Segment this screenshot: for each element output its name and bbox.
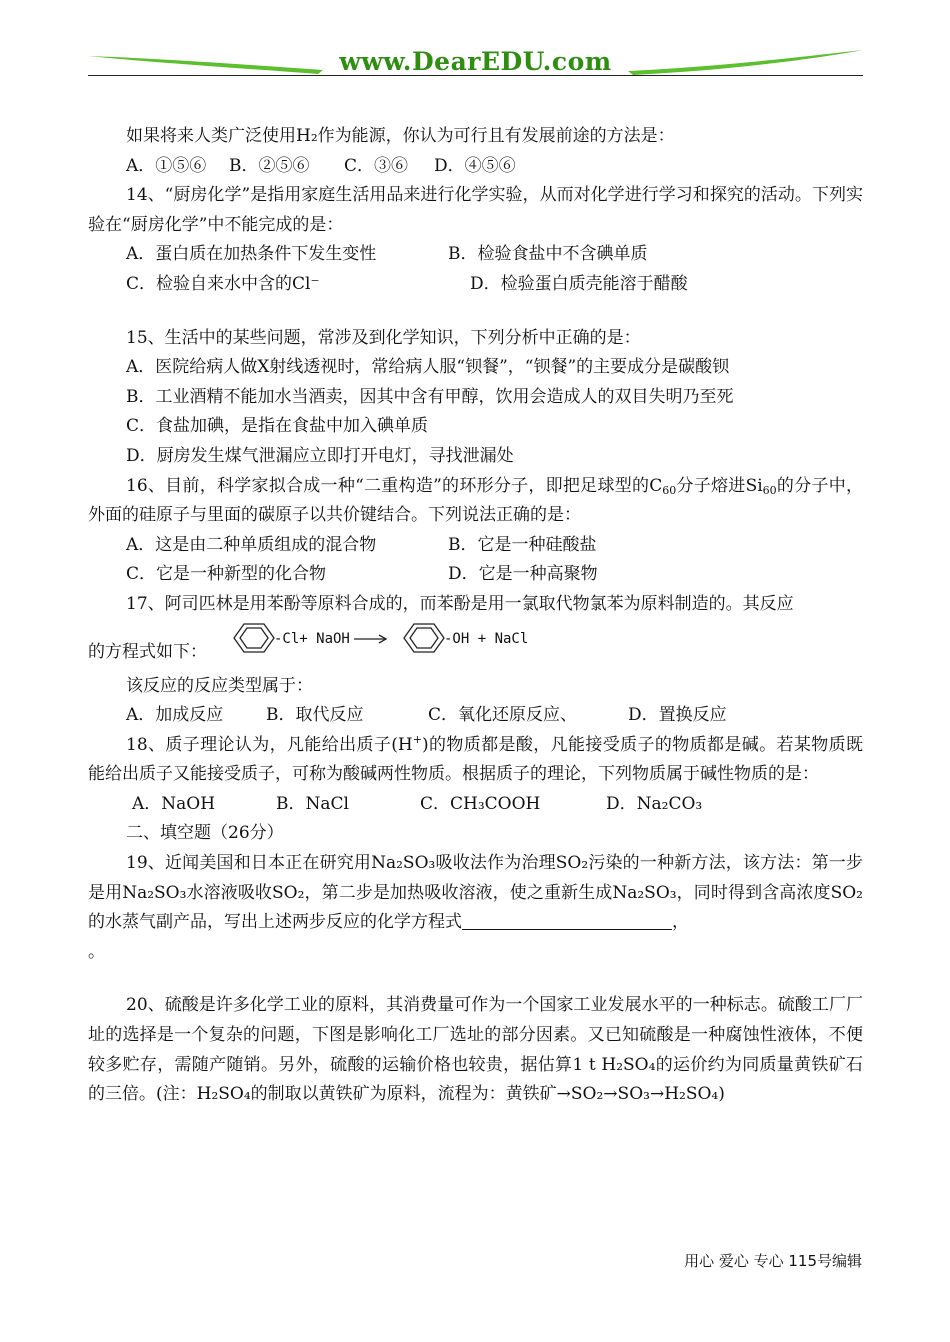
option-c: C．氧化还原反应、 <box>428 705 578 726</box>
q18-text-2: )的物质都是酸，凡能接受质子的物质都是碱。若某物质既能给出质子又能接受质子，可称为酸碱两性物质。根据质子的理论，下列物质属于碱性物质的是： <box>88 734 863 785</box>
option-d: D．④⑤⑥ <box>434 155 516 176</box>
section-heading: 二、填空题（26分） <box>126 823 284 844</box>
option-d: D．检验蛋白质壳能溶于醋酸 <box>470 273 688 294</box>
q18-text-1: 18、质子理论认为，凡能给出质子(H <box>126 734 413 755</box>
reactants-text: -Cl+ NaOH <box>274 630 350 647</box>
reaction-equation-graphic <box>226 612 646 664</box>
page-footer: 用心 爱心 专心 115号编辑 <box>684 1252 862 1270</box>
q16-text-2: 分子熔进Si <box>676 475 763 496</box>
q19-period: 。 <box>88 941 105 962</box>
reaction-type-question: 该反应的反应类型属于： <box>126 675 313 696</box>
question-14: 14、“厨房化学”是指用家庭生活用品来进行化学实验，从而对化学进行学习和探究的活动。下列实验在“厨房化学”中不能完成的是： <box>88 185 863 235</box>
answer-blank[interactable] <box>462 911 672 930</box>
q16-sub-2: 60 <box>762 483 777 497</box>
option-c: C．它是一种新型的化合物 <box>126 564 327 585</box>
q18-sup: + <box>412 732 422 746</box>
products-text: -OH + NaCl <box>444 630 529 647</box>
option-c: C．检验自来水中含的Cl⁻ <box>126 273 320 294</box>
option-c: C．③⑥ <box>344 155 409 176</box>
q14-options-cd <box>88 270 863 300</box>
spacer <box>88 300 863 324</box>
option-c: C．食盐加碘，是指在食盐中加入碘单质 <box>126 416 429 437</box>
option-a: A．NaOH <box>132 793 216 814</box>
option-d: D．厨房发生煤气泄漏应立即打开电灯，寻找泄漏处 <box>126 445 514 466</box>
option-b: B．NaCl <box>276 793 349 814</box>
option-b: B．工业酒精不能加水当酒卖，因其中含有甲醇，饮用会造成人的双目失明乃至死 <box>126 386 734 407</box>
document-body <box>88 122 863 1110</box>
question-15: 15、生活中的某些问题，常涉及到化学知识，下列分析中正确的是： <box>126 327 641 348</box>
question-17: 17、阿司匹林是用苯酚等原料合成的，而苯酚是用一氯取代物氯苯为原料制造的。其反应 <box>126 593 794 614</box>
question-19 <box>88 849 863 967</box>
q14-options-ab <box>88 240 863 270</box>
text-line: 如果将来人类广泛使用H₂作为能源，你认为可行且有发展前途的方法是： <box>126 126 675 146</box>
option-d: D．置换反应 <box>628 705 727 726</box>
option-b: B．取代反应 <box>266 705 364 726</box>
option-a: A．这是由二种单质组成的混合物 <box>126 534 377 555</box>
option-a: A．医院给病人做X射线透视时，常给病人服“钡餐”，“钡餐”的主要成分是碳酸钡 <box>126 357 730 378</box>
q17-options <box>88 701 863 731</box>
option-b: B．它是一种硅酸盐 <box>448 534 597 555</box>
question-18 <box>88 731 863 790</box>
q16-options-cd <box>88 560 863 590</box>
spacer <box>88 967 863 991</box>
option-c: C．CH₃COOH <box>420 793 541 814</box>
question-20: 20、硫酸是许多化学工业的原料，其消费量可作为一个国家工业发展水平的一种标志。硫酸工厂厂址的选择是一个复杂的问题，下图是影响化工厂选址的部分因素。又已知硫酸是一种腐蚀性液体，不便较多贮存，需随产随销。另外，硫酸的运输价格也较贵，据估算1 t H₂SO₄的运价约为同质量黄铁矿石的三倍。(注：H₂SO₄的制取以黄铁矿为原料，流程为：黄铁矿→SO₂→SO₃→H₂SO₄) <box>88 995 863 1105</box>
option-b: B．②⑤⑥ <box>229 155 310 176</box>
option-a: A．①⑤⑥ <box>126 155 207 176</box>
option-d: D．Na₂CO₃ <box>606 793 703 814</box>
reaction-equation-line <box>88 620 863 672</box>
q13-options <box>88 152 863 182</box>
q18-options <box>88 790 863 820</box>
option-a: A．蛋白质在加热条件下发生变性 <box>126 244 377 265</box>
q16-options-ab <box>88 531 863 561</box>
equation-label: 的方程式如下： <box>88 641 207 662</box>
question-16 <box>88 472 863 531</box>
q16-text-3: 的分子中，外面的硅原子与里面的碳原子以共价键结合。下列说法正确的是： <box>88 475 863 526</box>
option-b: B．检验食盐中不含碘单质 <box>448 244 648 265</box>
q16-sub-1: 60 <box>662 483 677 497</box>
q16-text-1: 16、目前，科学家拟合成一种“二重构造”的环形分子，即把足球型的C <box>126 475 663 496</box>
header-rule <box>88 75 863 76</box>
option-a: A．加成反应 <box>126 705 224 726</box>
site-logo-text[interactable]: www.DearEDU.com <box>339 47 612 76</box>
q19-text: 19、近闻美国和日本正在研究用Na₂SO₃吸收法作为治理SO₂污染的一种新方法，该方法：第一步是用Na₂SO₃水溶液吸收SO₂，第二步是加热吸收溶液，使之重新生成Na₂SO₃，同时得到含高浓度SO₂的水蒸气副产品，写出上述两步反应的化学方程式 <box>88 853 863 933</box>
option-d: D．它是一种高聚物 <box>448 564 598 585</box>
q19-comma: ， <box>672 912 689 933</box>
